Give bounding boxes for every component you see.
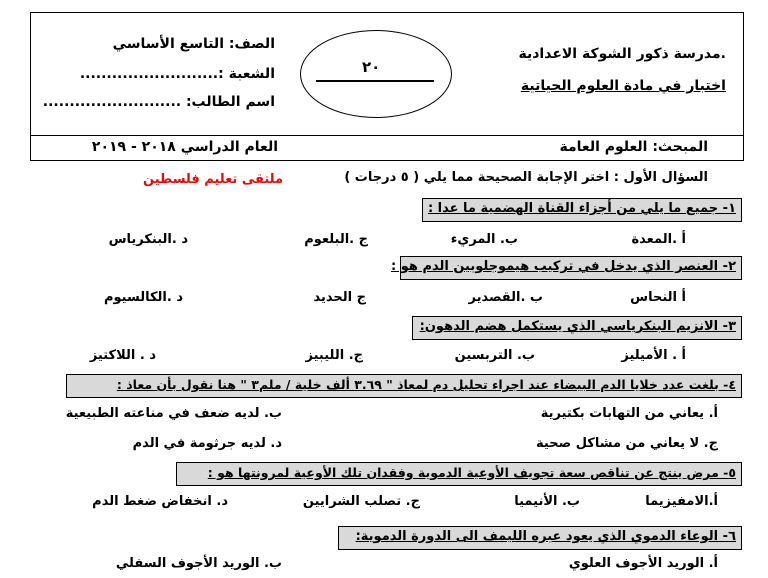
option-b: ب. لديه ضعف في مناعته الطبيعية	[65, 406, 282, 421]
option-c: ج الحديد	[313, 290, 366, 305]
grade-label: الصف: التاسع الأساسي	[112, 36, 275, 52]
option-b: ب. المريء	[450, 232, 518, 247]
option-a: أ. الوريد الأجوف العلوي	[568, 556, 718, 571]
option-b: ب .القصدير	[468, 290, 543, 305]
option-b: ب. الوريد الأجوف السفلي	[115, 556, 282, 571]
school-year: العام الدراسي ٢٠١٨ - ٢٠١٩	[91, 139, 278, 155]
question-4: ٤- بلغت عدد خلايا الدم البيضاء عند اجراء تحليل دم لمعاذ " ٣.٦٩ ألف خلية / ملم٣ " هنا نقول بأن معاذ :	[116, 377, 736, 392]
option-c: ج. الليبيز	[305, 348, 363, 363]
option-d: د .البنكرياس	[108, 232, 188, 247]
question-6: ٦- الوعاء الدموي الذي يعود عبره الليمف الى الدورة الدموية:	[355, 529, 736, 544]
question-3: ٣- الانزيم البنكرياسي الذي يستكمل هضم الدهون:	[419, 319, 736, 334]
option-a: أ .المعدة	[631, 232, 686, 247]
option-a: أ النحاس	[630, 290, 686, 305]
question-1: ١- جميع ما يلي من أجزاء القناة الهضمية ما عدا :	[427, 201, 736, 216]
option-d: د. انخفاض ضغط الدم	[92, 494, 228, 509]
question-5: ٥- مرض ينتج عن تناقص سعة تجويف الأوعية الدموية وفقدان تلك الأوعية لمرونتها هو :	[207, 465, 736, 480]
school-name: .مدرسة ذكور الشوكة الاعدادية	[518, 46, 726, 62]
option-d: د . اللاكتيز	[89, 348, 156, 363]
option-a: أ.الامفيزيما	[645, 494, 718, 509]
score-line	[316, 80, 434, 82]
question-one-title: السؤال الأول : اختر الإجابة الصحيحة مما يلي ( ٥ درجات )	[344, 170, 708, 185]
exam-title: اختبار في مادة العلوم الحياتية	[520, 78, 726, 94]
option-d: د. لديه جرثومة في الدم	[132, 436, 282, 451]
option-c: ج. تصلب الشرايين	[302, 494, 420, 509]
section-label: الشعبة :..........................	[79, 66, 275, 82]
subject-label: المبحث: العلوم العامة	[559, 139, 708, 155]
option-c: ج .البلعوم	[304, 232, 368, 247]
total-score: ٢٠	[362, 58, 381, 76]
source-watermark: ملتقى تعليم فلسطين	[143, 172, 283, 187]
option-d: د .الكالسيوم	[103, 290, 183, 305]
student-name-label: اسم الطالب: ..........................	[42, 94, 275, 110]
option-b: ب. التربسين	[454, 348, 535, 363]
option-c: ج. لا يعاني من مشاكل صحية	[536, 436, 718, 451]
option-b: ب. الأنيميا	[514, 494, 580, 509]
question-2: ٢- العنصر الذي يدخل في تركيب هيموجلوبين الدم هو :	[391, 259, 736, 274]
option-a: أ. يعاني من التهابات بكتيرية	[540, 406, 718, 421]
option-a: أ . الأميليز	[621, 348, 686, 363]
